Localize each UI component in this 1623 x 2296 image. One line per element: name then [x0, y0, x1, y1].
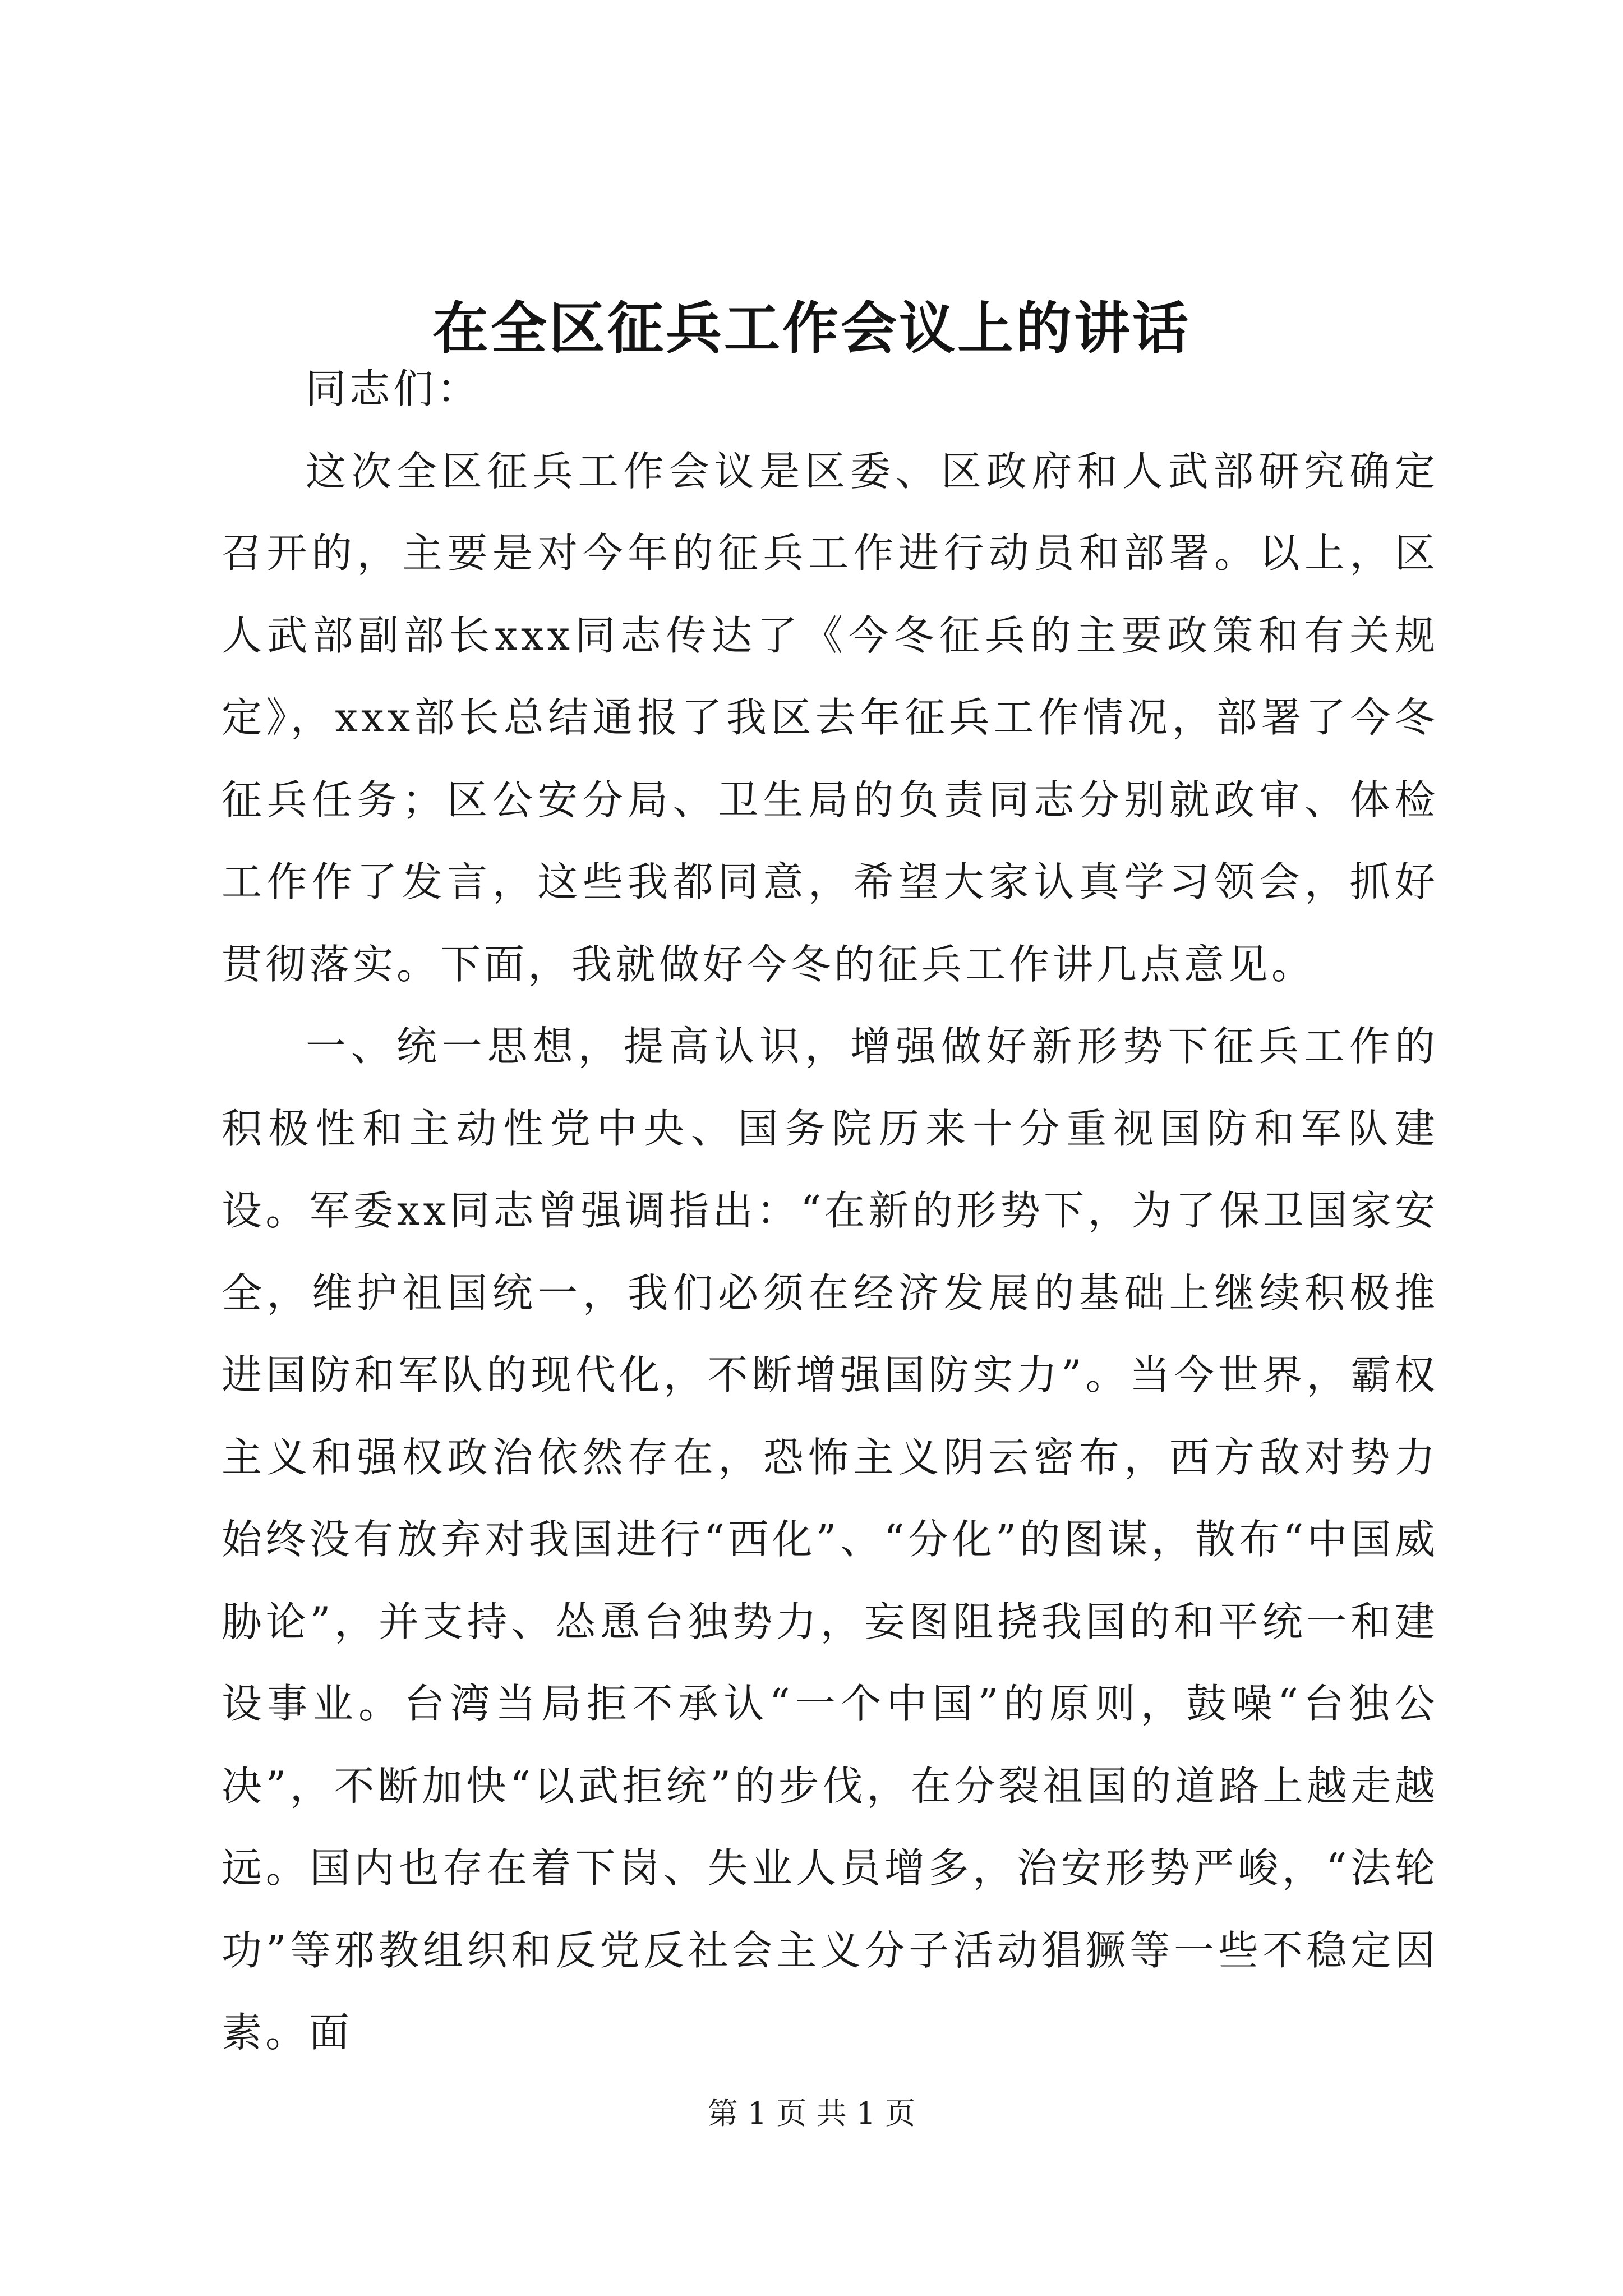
salutation: 同志们：: [306, 365, 481, 412]
paragraph-1: 这次全区征兵工作会议是区委、区政府和人武部研究确定召开的，主要是对今年的征兵工作进行动员和部署。以上，区人武部副部长xxx同志传达了《今冬征兵的主要政策和有关规定》，xxx部长总结通报了我区去年征兵工作情况，部署了今冬征兵任务；区公安分局、卫生局的负责同志分别就政审、体检工作作了发言，这些我都同意，希望大家认真学习领会，抓好贯彻落实。下面，我就做好今冬的征兵工作讲几点意见。: [222, 447, 1438, 988]
page-footer: 第 1 页 共 1 页: [707, 2096, 916, 2131]
paragraph-2: 一、统一思想，提高认识，增强做好新形势下征兵工作的积极性和主动性党中央、国务院历来十分重视国防和军队建设。军委xx同志曾强调指出：“在新的形势下，为了保卫国家安全，维护祖国统一，我们必须在经济发展的基础上继续积极推进国防和军队的现代化，不断增强国防实力”。当今世界，霸权主义和强权政治依然存在，恐怖主义阴云密布，西方敌对势力始终没有放弃对我国进行“西化”、“分化”的图谋，散布“中国威胁论”，并支持、怂恿台独势力，妄图阻挠我国的和平统一和建设事业。台湾当局拒不承认“一个中国”的原则，鼓噪“台独公决”，不断加快“以武拒统”的步伐，在分裂祖国的道路上越走越远。国内也存在着下岗、失业人员增多，治安形势严峻，“法轮功”等邪教组织和反党反社会主义分子活动猖獗等一些不稳定因素。面: [222, 1023, 1438, 2056]
document-title: 在全区征兵工作会议上的讲话: [432, 295, 1191, 361]
document-body: [222, 348, 1438, 2074]
